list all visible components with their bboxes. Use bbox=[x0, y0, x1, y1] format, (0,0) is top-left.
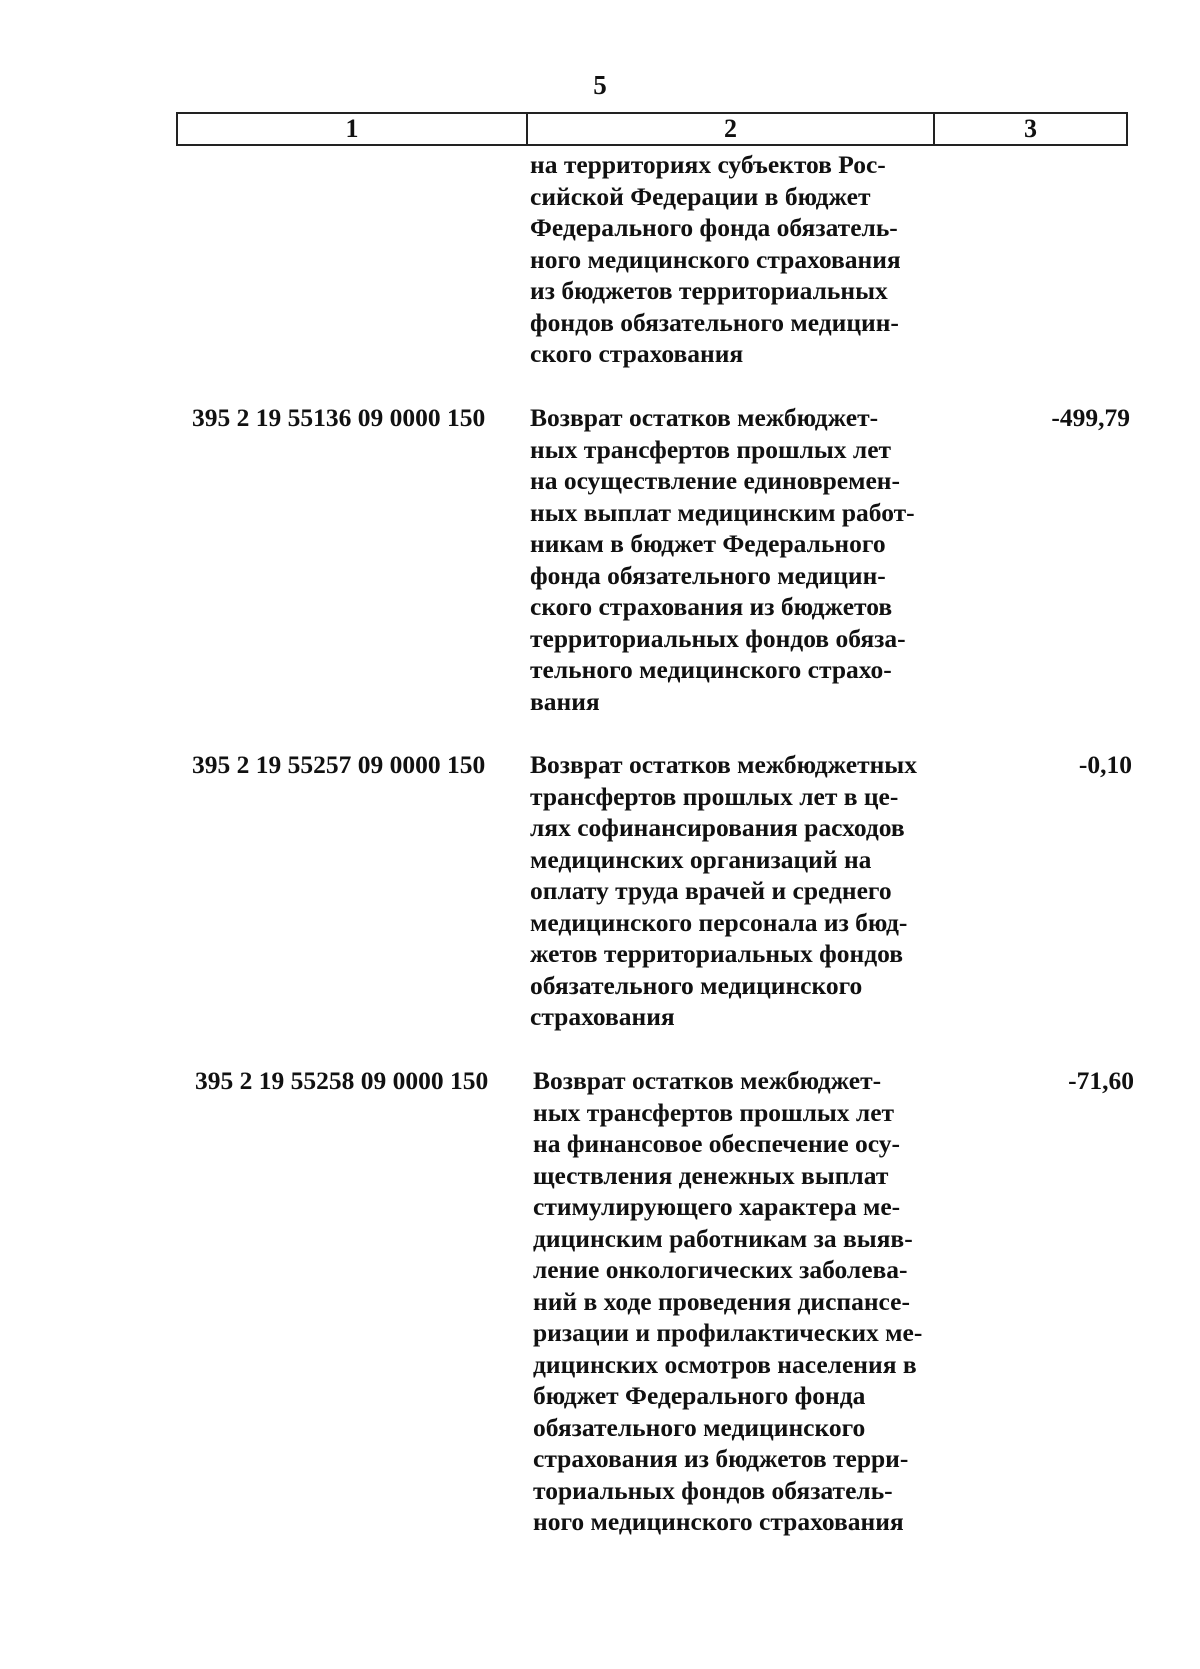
row-1-code: 395 2 19 55136 09 0000 150 bbox=[192, 403, 486, 432]
row-1-amount: -499,79 bbox=[1051, 403, 1130, 432]
row-1-description: Возврат остатков межбюджет- ных трансфертов прошлых лет на осуществление единовремен- ных выплат медицинским работ- никам в бюджет Федерального фонда обязательного медицин- ского страхования из бюджетов территориальных фондов обяза- тельного медицинского страхо- вания bbox=[530, 403, 915, 716]
column-header-1: 1 bbox=[178, 114, 528, 144]
column-header-3: 3 bbox=[1024, 114, 1037, 143]
page-number: 5 bbox=[593, 70, 607, 100]
row-2-code: 395 2 19 55257 09 0000 150 bbox=[192, 750, 486, 779]
row-2-amount: -0,10 bbox=[1078, 750, 1132, 779]
table-header bbox=[176, 112, 1128, 146]
row-3-code: 395 2 19 55258 09 0000 150 bbox=[195, 1066, 489, 1095]
row-2-description: Возврат остатков межбюджетных трансфертов прошлых лет в це- лях софинансирования расходов медицинских организаций на оплату труда врачей и среднего медицинского персонала из бюд- жетов территориальных фондов обязательного медицинского страхования bbox=[530, 750, 917, 1031]
continuation-text: на территориях субъектов Рос- сийской Федерации в бюджет Федерального фонда обязатель- ного медицинского страхования из бюджетов территориальных фондов обязательного медицин- ского страхования bbox=[530, 150, 901, 368]
row-3-description: Возврат остатков межбюджет- ных трансфертов прошлых лет на финансовое обеспечение осу- ществления денежных выплат стимулирующего характера ме- дицинским работникам за выяв- ление онкологических заболева- ний в ходе проведения диспансе- ризации и профилактических ме- дицинских осмотров населения в бюджет Федерального фонда обязательного медицинского страхования из бюджетов терри- ториальных фондов обязатель- ного медицинского страхования bbox=[533, 1066, 923, 1536]
row-3-amount: -71,60 bbox=[1068, 1066, 1134, 1095]
column-header-2: 2 bbox=[528, 114, 935, 144]
